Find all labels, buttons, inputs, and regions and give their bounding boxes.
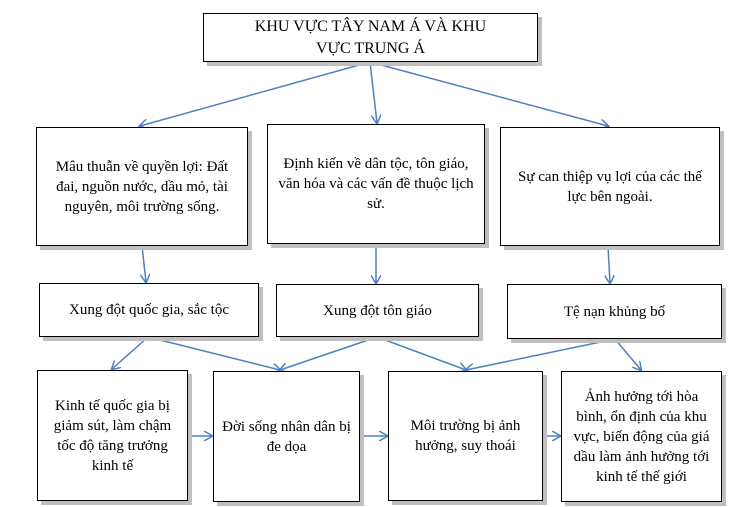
conflict-box-1 [39,283,259,337]
consequence-text-2: Đời sống nhân dân bị đe dọa [222,418,351,455]
consequence-box-1 [37,370,188,501]
conflict-text-3: Tệ nạn khủng bố [563,303,666,320]
cause-text-1: Mâu thuẫn về quyền lợi: Đất đai, nguồn nước, dầu mỏ, tài nguyên, môi trường sống. [55,158,229,215]
arrow-cause-3-to-conflict-3 [608,246,610,283]
cause-box-3 [500,127,720,246]
arrow-conflict-2-to-consequence-2 [280,337,377,370]
conflict-text-2: Xung đột tôn giáo [323,302,432,319]
conflict-box-3 [507,284,722,339]
arrow-conflict-3-to-consequence-3 [466,339,615,370]
arrow-title-to-cause-3 [370,62,608,126]
arrow-conflict-1-to-consequence-1 [112,337,148,369]
consequence-text-3: Môi trường bị ảnh hưởng, suy thoái [410,418,521,454]
cause-box-1 [36,127,248,246]
arrow-conflict-3-to-consequence-4 [615,339,641,370]
arrow-conflict-1-to-consequence-2 [148,337,280,370]
consequence-text-4: Ảnh hưởng tới hòa bình, ổn định của khu vực, biến động của giá dầu làm ảnh hưởng tới kinh tế thế giới [573,388,710,485]
arrow-title-to-cause-2 [370,62,377,123]
conflict-box-2 [276,284,479,337]
consequence-box-3 [388,371,543,501]
title-box [203,13,538,62]
arrow-conflict-2-to-consequence-3 [377,337,466,370]
cause-text-3: Sự can thiệp vụ lợi của các thế lực bên ngoài. [518,168,702,205]
arrow-title-to-cause-1 [140,62,370,126]
cause-text-2: Định kiến về dân tộc, tôn giáo, văn hóa và các vấn đề thuộc lịch sử. [278,156,474,212]
cause-box-2 [267,124,485,244]
arrow-cause-1-to-conflict-1 [142,246,146,282]
consequence-text-1: Kinh tế quốc gia bị giảm sút, làm chậm tốc độ tăng trưởng kinh tế [53,397,172,474]
consequence-box-2 [213,371,360,502]
title-text: KHU VỰC TÂY NAM Á VÀ KHU VỰC TRUNG Á [254,17,487,57]
consequence-box-4 [561,371,722,502]
conflict-text-1: Xung đột quốc gia, sắc tộc [69,302,229,318]
